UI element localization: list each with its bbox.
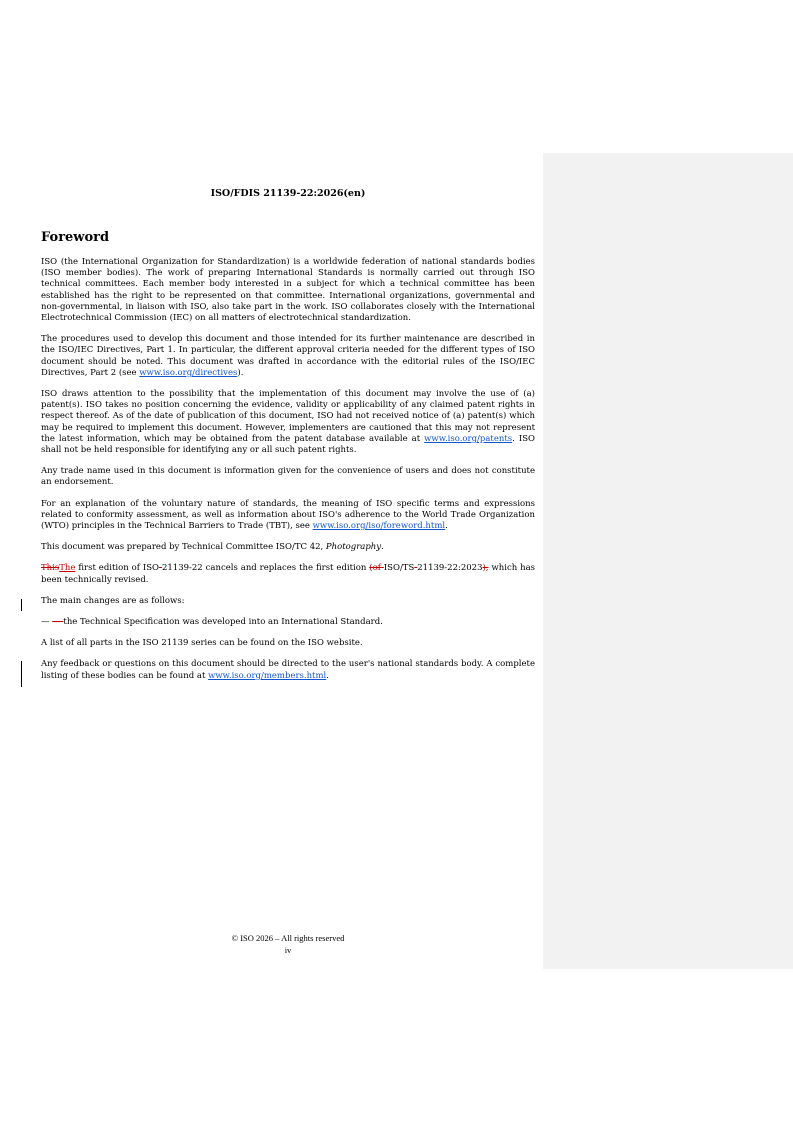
paragraph-procedures bbox=[41, 334, 535, 379]
paragraph-text: the Technical Specification was developed into an International Standard. bbox=[63, 617, 383, 628]
paragraph-feedback bbox=[41, 659, 535, 681]
paragraph-trade-name: Any trade name used in this document is information given for the convenience of users and does not constitute an endorsement. bbox=[41, 466, 535, 488]
comment-pane bbox=[543, 153, 793, 969]
paragraph-text: ISO/TS bbox=[383, 563, 415, 574]
paragraph-text: which has been technically revised. bbox=[41, 563, 536, 585]
paragraph-text: first edition of ISO bbox=[75, 563, 160, 574]
paragraph-text: The procedures used to develop this document and those intended for its further maintenance are described in the ISO/IEC Directives, Part 1. In particular, the different approval criteria needed for the different types of ISO document should be noted. This document was drafted in accordance with the editorial rules of the ISO/IEC Directives, Part 2 (see bbox=[41, 334, 535, 378]
paragraph-series: A list of all parts in the ISO 21139 series can be found on the ISO website. bbox=[41, 638, 363, 649]
paragraph-edition bbox=[41, 563, 535, 585]
document-body bbox=[41, 257, 535, 692]
paragraph-changes-intro: The main changes are as follows: bbox=[41, 595, 185, 606]
page-title: Foreword bbox=[41, 230, 110, 245]
paragraph-text: . ISO shall not be held responsible for identifying any or all such patent rights. bbox=[41, 433, 535, 456]
tracked-deletion: This bbox=[41, 563, 60, 574]
list-item-change bbox=[41, 617, 535, 628]
directives-link[interactable]: www.iso.org/directives bbox=[139, 367, 238, 378]
change-bar bbox=[21, 599, 22, 611]
copyright-notice: © ISO 2026 – All rights reserved bbox=[231, 933, 345, 943]
paragraph-text: . bbox=[326, 670, 329, 681]
paragraph-text: For an explanation of the voluntary nature of standards, the meaning of ISO specific terms and expressions related to conformity assessment, as well as information about ISO's adherence to the World Trade Organization (WTO) principles in the Technical Barriers to Trade (TBT), see bbox=[41, 498, 535, 532]
foreword-link[interactable]: www.iso.org/iso/foreword.html bbox=[312, 521, 446, 532]
change-bar bbox=[21, 661, 22, 687]
list-dash: — bbox=[41, 617, 50, 628]
paragraph-voluntary bbox=[41, 499, 535, 533]
paragraph-text: Any feedback or questions on this document should be directed to the user's national standards body. A complete listing of these bodies can be found at bbox=[41, 659, 535, 681]
committee-name: Photography bbox=[325, 542, 382, 553]
paragraph-text: ). bbox=[237, 367, 244, 378]
paragraph-text: 21139-22:2023 bbox=[417, 563, 483, 574]
paragraph-text: 21139-22 cancels and replaces the first edition bbox=[161, 563, 370, 574]
paragraph-text: This document was prepared by Technical Committee ISO/TC 42, bbox=[41, 542, 326, 553]
tracked-deletion: ), bbox=[482, 563, 489, 574]
patents-link[interactable]: www.iso.org/patents bbox=[424, 433, 513, 444]
paragraph-text: . bbox=[445, 521, 448, 532]
paragraph-text: ISO draws attention to the possibility that the implementation of this document may involve the use of (a) patent(s). ISO takes no position concerning the evidence, validity or applicability of any claimed patent rights in respect thereof. As of the date of publication of this document, ISO had not received notice of (a) patent(s) which may be required to implement this document. However, implementers are cautioned that this may not represent the latest information, which may be obtained from the patent database available at bbox=[41, 389, 535, 444]
members-link[interactable]: www.iso.org/members.html bbox=[208, 670, 327, 681]
paragraph-text: . bbox=[381, 542, 384, 553]
tracked-insertion: The bbox=[59, 563, 76, 574]
paragraph-committee bbox=[41, 542, 535, 553]
page-footer bbox=[41, 932, 535, 956]
paragraph-intro: ISO (the International Organization for Standardization) is a worldwide federation of national standards bodies (ISO member bodies). The work of preparing International Standards is normally carried out through ISO technical committees. Each member body interested in a subject for which a technical committee has been established has the right to be represented on that committee. International organizations, governmental and non-governmental, in liaison with ISO, also take part in the work. ISO collaborates closely with the International Electrotechnical Commission (IEC) on all matters of electrotechnical standardization. bbox=[41, 257, 535, 324]
tracked-deletion: — bbox=[52, 617, 64, 628]
paragraph-patents bbox=[41, 389, 535, 456]
page-number: iv bbox=[284, 945, 292, 955]
tracked-deletion: (of bbox=[369, 563, 384, 574]
document-header: ISO/FDIS 21139-22:2026(en) bbox=[210, 188, 366, 199]
